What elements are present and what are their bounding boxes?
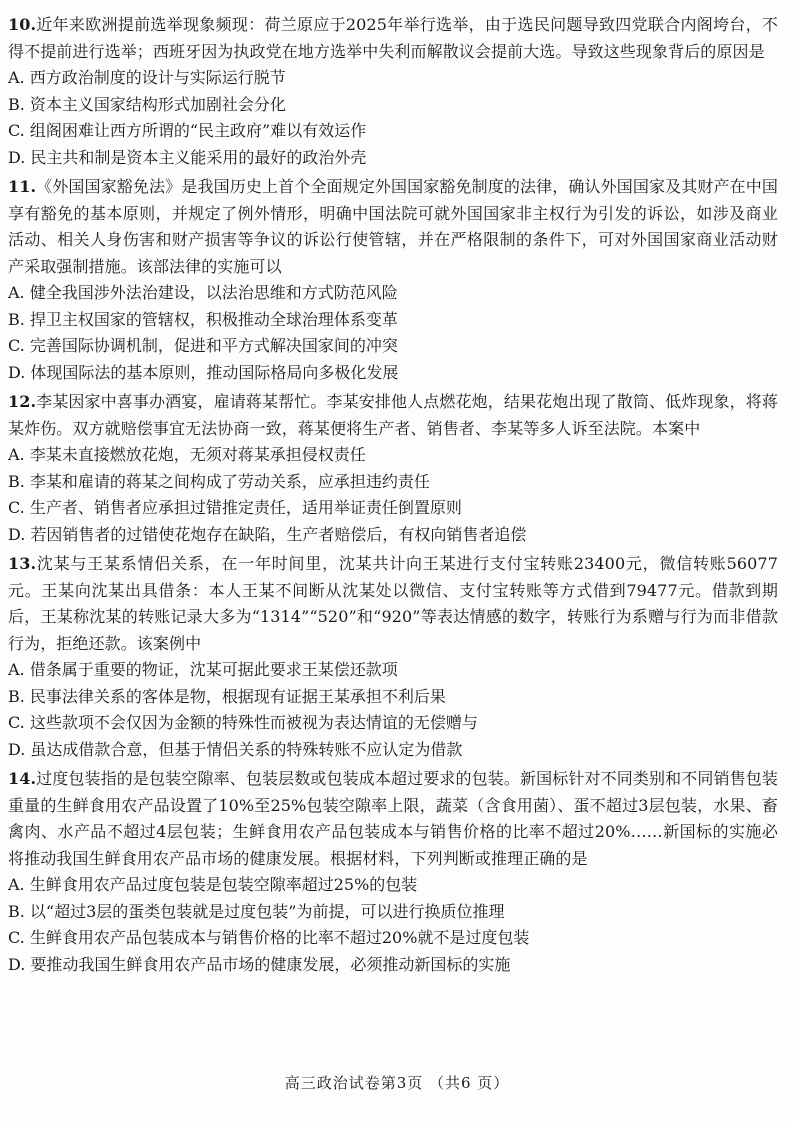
question-number: 10. — [8, 15, 37, 34]
option-c: C. 完善国际协调机制，促进和平方式解决国家间的冲突 — [8, 336, 398, 355]
option-b: B. 资本主义国家结构形式加剧社会分化 — [8, 94, 286, 114]
question-10 — [8, 12, 778, 171]
question-13 — [8, 551, 778, 763]
question-stem — [8, 389, 778, 442]
option-d: D. 要推动我国生鲜食用农产品市场的健康发展，必须推动新国标的实施 — [8, 954, 511, 974]
question-text: 《外国国家豁免法》是我国历史上首个全面规定外国国家豁免制度的法律，确认外国国家及其财产在中国享有豁免的基本原则，并规定了例外情形，明确中国法院可就外国国家非主权行为引发的诉讼，如涉及商业活动、相关人身伤害和财产损害等争议的诉讼行使管辖，并在严格限制的条件下，可对外国国家商业活动财产采取强制措施。该部法律的实施可以 — [8, 177, 778, 276]
option-a: A. 借条属于重要的物证，沈某可据此要求王某偿还款项 — [8, 660, 398, 679]
option-d: D. 体现国际法的基本原则，推动国际格局向多极化发展 — [8, 362, 399, 382]
question-number: 14. — [8, 769, 37, 788]
question-stem — [8, 174, 778, 280]
option-b: B. 捍卫主权国家的管辖权，积极推动全球治理体系变革 — [8, 309, 398, 329]
question-stem — [8, 766, 778, 872]
question-number: 12. — [8, 392, 37, 411]
option-a: A. 李某未直接燃放花炮，无须对蒋某承担侵权责任 — [8, 445, 366, 464]
question-number: 13. — [8, 554, 37, 573]
option-c: C. 生鲜食用农产品包装成本与销售价格的比率不超过20%就不是过度包装 — [8, 928, 530, 947]
question-text: 李某因家中喜事办酒宴，雇请蒋某帮忙。李某安排他人点燃花炮，结果花炮出现了散筒、低炸现象，将蒋某炸伤。双方就赔偿事宜无法协商一致，蒋某便将生产者、销售者、李某等多人诉至法院。本案中 — [8, 392, 778, 438]
option-b: B. 以“超过3层的蛋类包装就是过度包装”为前提，可以进行换质位推理 — [8, 901, 505, 921]
option-d: D. 若因销售者的过错使花炮存在缺陷，生产者赔偿后，有权向销售者追偿 — [8, 524, 527, 544]
question-14 — [8, 766, 778, 978]
question-text: 过度包装指的是包装空隙率、包装层数或包装成本超过要求的包装。新国标针对不同类别和不同销售包装重量的生鲜食用农产品设置了10%至25%包装空隙率上限，蔬菜（含食用菌）、蛋不超过3层包装，水果、畜禽肉、水产品不超过4层包装；生鲜食用农产品包装成本与销售价格的比率不超过20%……新国标的实施必将推动我国生鲜食用农产品市场的健康发展。根据材料，下列判断或推理正确的是 — [8, 769, 778, 868]
question-number: 11. — [8, 177, 37, 196]
option-a: A. 西方政治制度的设计与实际运行脱节 — [8, 68, 286, 87]
option-a: A. 健全我国涉外法治建设，以法治思维和方式防范风险 — [8, 283, 398, 302]
option-c: C. 这些款项不会仅因为金额的特殊性而被视为表达情谊的无偿赠与 — [8, 713, 478, 732]
question-12 — [8, 389, 778, 548]
question-text: 近年来欧洲提前选举现象频现：荷兰原应于2025年举行选举，由于选民问题导致四党联合内阁垮台，不得不提前进行选举；西班牙因为执政党在地方选举中失利而解散议会提前大选。导致这些现象背后的原因是 — [8, 15, 778, 61]
option-b: B. 民事法律关系的客体是物，根据现有证据王某承担不利后果 — [8, 686, 446, 706]
question-stem — [8, 12, 778, 65]
option-d: D. 虽达成借款合意，但基于情侣关系的特殊转账不应认定为借款 — [8, 739, 463, 759]
question-text: 沈某与王某系情侣关系，在一年时间里，沈某共计向王某进行支付宝转账23400元，微信转账56077元。王某向沈某出具借条：本人王某不间断从沈某处以微信、支付宝转账等方式借到79477元。借款到期后，王某称沈某的转账记录大多为“1314”“520”和“920”等表达情感的数字，转账行为系赠与行为而非借款行为，拒绝还款。该案例中 — [8, 554, 778, 653]
page-footer: 高三政治试卷第3页 （共6 页） — [284, 1074, 510, 1092]
option-c: C. 组阁困难让西方所谓的“民主政府”难以有效运作 — [8, 121, 367, 140]
option-a: A. 生鲜食用农产品过度包装是包装空隙率超过25%的包装 — [8, 875, 418, 894]
option-d: D. 民主共和制是资本主义能采用的最好的政治外壳 — [8, 147, 367, 167]
option-c: C. 生产者、销售者应承担过错推定责任，适用举证责任倒置原则 — [8, 498, 462, 517]
option-b: B. 李某和雇请的蒋某之间构成了劳动关系，应承担违约责任 — [8, 471, 430, 491]
question-stem — [8, 551, 778, 657]
question-11 — [8, 174, 778, 386]
question-list — [8, 12, 778, 981]
